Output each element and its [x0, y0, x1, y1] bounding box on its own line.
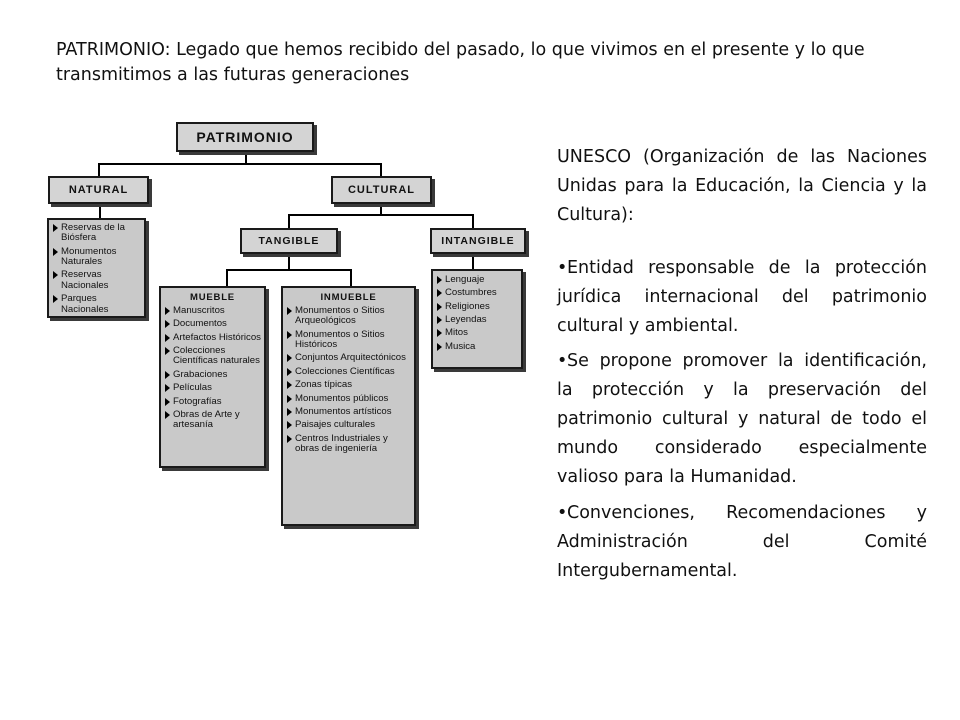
triangle-bullet-icon — [287, 381, 292, 389]
triangle-bullet-icon — [287, 331, 292, 339]
list-item: Centros Industriales y obras de ingeniería — [287, 434, 411, 455]
list-item: Obras de Arte y artesanía — [165, 410, 261, 431]
list-item: Películas — [165, 383, 261, 393]
list-item: Fotografías — [165, 397, 261, 407]
cultural-node — [331, 176, 432, 204]
list-item: Documentos — [165, 319, 261, 329]
list-item: Leyendas — [437, 315, 518, 325]
triangle-bullet-icon — [53, 295, 58, 303]
intangible-items — [433, 275, 521, 352]
intangible-list-box — [431, 269, 523, 369]
inmueble-label: INMUEBLE — [320, 292, 377, 303]
list-item: Costumbres — [437, 288, 518, 298]
triangle-bullet-icon — [437, 289, 442, 297]
patrimonio-node — [176, 122, 314, 152]
connector — [472, 255, 474, 270]
list-item: Artefactos Históricos — [165, 333, 261, 343]
triangle-bullet-icon — [53, 271, 58, 279]
mueble-box — [159, 286, 266, 468]
triangle-bullet-icon — [437, 316, 442, 324]
list-item: Zonas típicas — [287, 380, 411, 390]
unesco-text — [557, 143, 927, 592]
triangle-bullet-icon — [437, 303, 442, 311]
triangle-bullet-icon — [165, 307, 170, 315]
mueble-items — [161, 306, 264, 431]
list-item: Colecciones Científicas — [287, 367, 411, 377]
list-item: Lenguaje — [437, 275, 518, 285]
list-item: Mitos — [437, 328, 518, 338]
connector — [350, 269, 352, 286]
triangle-bullet-icon — [437, 343, 442, 351]
list-item: Religiones — [437, 302, 518, 312]
connector — [245, 150, 247, 164]
triangle-bullet-icon — [287, 421, 292, 429]
connector — [226, 269, 228, 286]
list-item: Monumentos públicos — [287, 394, 411, 404]
unesco-bullet: •Convenciones, Recomendaciones y Administración del Comité Intergubernamental. — [557, 499, 927, 586]
triangle-bullet-icon — [165, 347, 170, 355]
triangle-bullet-icon — [287, 435, 292, 443]
list-item: Grabaciones — [165, 370, 261, 380]
list-item: Conjuntos Arquitectónicos — [287, 353, 411, 363]
tangible-label: TANGIBLE — [258, 235, 320, 247]
triangle-bullet-icon — [287, 395, 292, 403]
intangible-label: INTANGIBLE — [441, 235, 515, 247]
list-item: Monumentos artísticos — [287, 407, 411, 417]
list-item: Colecciones Científicas naturales — [165, 346, 261, 367]
connector — [288, 214, 474, 216]
list-item: Monumentos Naturales — [53, 247, 141, 268]
list-item: Reservas de la Biósfera — [53, 223, 141, 244]
inmueble-items — [283, 306, 414, 454]
bullet-dot-icon: • — [557, 502, 568, 523]
triangle-bullet-icon — [287, 307, 292, 315]
triangle-bullet-icon — [165, 411, 170, 419]
inmueble-box — [281, 286, 416, 526]
connector — [288, 214, 290, 228]
triangle-bullet-icon — [53, 224, 58, 232]
connector — [98, 163, 382, 165]
intangible-node — [430, 228, 526, 254]
list-item: Paisajes culturales — [287, 420, 411, 430]
patrimonio-label: PATRIMONIO — [196, 129, 294, 145]
natural-node — [48, 176, 149, 204]
bullet-dot-icon: • — [557, 351, 568, 372]
connector — [99, 205, 101, 219]
connector — [472, 214, 474, 228]
list-item: Reservas Nacionales — [53, 270, 141, 291]
triangle-bullet-icon — [165, 371, 170, 379]
cultural-label: CULTURAL — [347, 184, 416, 196]
connector — [98, 163, 100, 177]
natural-list-box — [47, 218, 146, 318]
natural-label: NATURAL — [68, 184, 129, 196]
connector — [380, 163, 382, 177]
triangle-bullet-icon — [165, 334, 170, 342]
mueble-label: MUEBLE — [190, 292, 235, 303]
triangle-bullet-icon — [287, 368, 292, 376]
list-item: Monumentos o Sitios Arqueológicos — [287, 306, 411, 327]
list-item: Parques Nacionales — [53, 294, 141, 315]
triangle-bullet-icon — [287, 408, 292, 416]
unesco-intro: UNESCO (Organización de las Naciones Unidas para la Educación, la Ciencia y la Cultura): — [557, 147, 927, 226]
list-item: Manuscritos — [165, 306, 261, 316]
connector — [288, 255, 290, 270]
list-item: Monumentos o Sitios Históricos — [287, 330, 411, 351]
triangle-bullet-icon — [165, 320, 170, 328]
natural-items — [49, 223, 144, 315]
page-title: PATRIMONIO: Legado que hemos recibido del pasado, lo que vivimos en el presente y lo que transmitimos a las futuras generaciones — [56, 40, 865, 86]
triangle-bullet-icon — [165, 398, 170, 406]
triangle-bullet-icon — [437, 329, 442, 337]
triangle-bullet-icon — [53, 248, 58, 256]
triangle-bullet-icon — [437, 276, 442, 284]
triangle-bullet-icon — [165, 384, 170, 392]
bullet-dot-icon: • — [557, 258, 568, 279]
unesco-bullet: •Entidad responsable de la protección jurídica internacional del patrimonio cultural y ambiental. — [557, 254, 927, 341]
triangle-bullet-icon — [287, 354, 292, 362]
list-item: Musica — [437, 342, 518, 352]
connector — [226, 269, 352, 271]
tangible-node — [240, 228, 338, 254]
unesco-bullet: •Se propone promover la identificación, la protección y la preservación del patrimonio cultural y natural de todo el mundo considerado especialmente valioso para la Humanidad. — [557, 347, 927, 492]
